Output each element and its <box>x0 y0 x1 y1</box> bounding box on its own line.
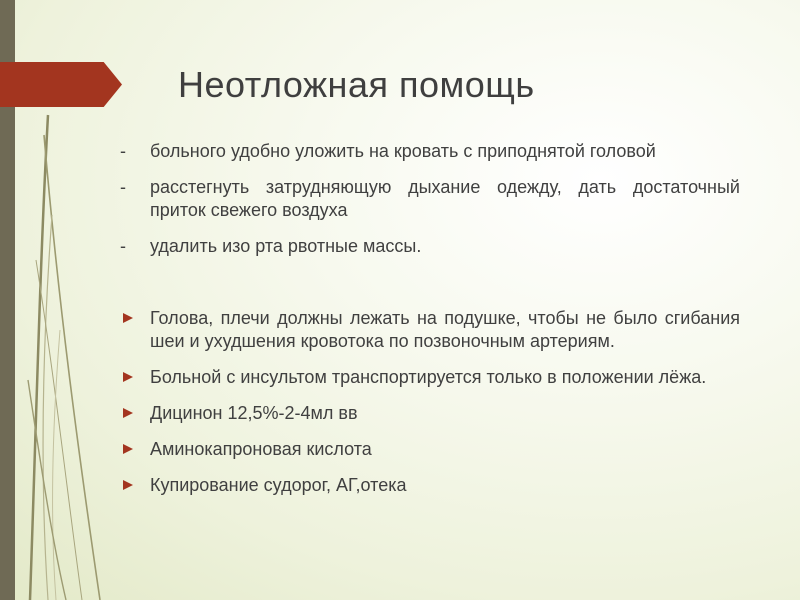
arrow-bullet-icon <box>123 444 133 454</box>
dash-item-text: расстегнуть затрудняющую дыхание одежду, дать достаточный приток свежего воздуха <box>150 177 740 220</box>
dash-list-item <box>116 140 740 163</box>
dash-list-item <box>116 176 740 222</box>
bullet-item-text: Аминокапроновая кислота <box>150 439 372 459</box>
arrow-bullet-icon <box>123 372 133 382</box>
dash-marker: - <box>120 141 126 161</box>
dash-list-item <box>116 235 740 258</box>
slide-content <box>116 140 740 510</box>
bullet-item-text: Дицинон 12,5%-2-4мл вв <box>150 403 358 423</box>
arrow-bullet-icon <box>123 480 133 490</box>
title-arrow-shape <box>0 62 122 107</box>
bullet-list-item <box>116 402 740 425</box>
bullet-list-item <box>116 474 740 497</box>
bullet-list-item <box>116 366 740 389</box>
list-spacer <box>116 271 740 307</box>
bullet-item-text: Купирование судорог, АГ,отека <box>150 475 407 495</box>
dash-item-text: удалить изо рта рвотные массы. <box>150 236 422 256</box>
bullet-list-item <box>116 307 740 353</box>
dash-marker: - <box>120 177 126 197</box>
bullet-item-text: Больной с инсультом транспортируется только в положении лёжа. <box>150 367 707 387</box>
arrow-bullet-icon <box>123 408 133 418</box>
slide-title: Неотложная помощь <box>178 64 535 105</box>
arrow-bullet-icon <box>123 313 133 323</box>
bullet-list-item <box>116 438 740 461</box>
bullet-item-text: Голова, плечи должны лежать на подушке, чтобы не было сгибания шеи и ухудшения кровотока по позвоночным артериям. <box>150 308 740 351</box>
dash-item-text: больного удобно уложить на кровать с приподнятой головой <box>150 141 656 161</box>
dash-marker: - <box>120 236 126 256</box>
